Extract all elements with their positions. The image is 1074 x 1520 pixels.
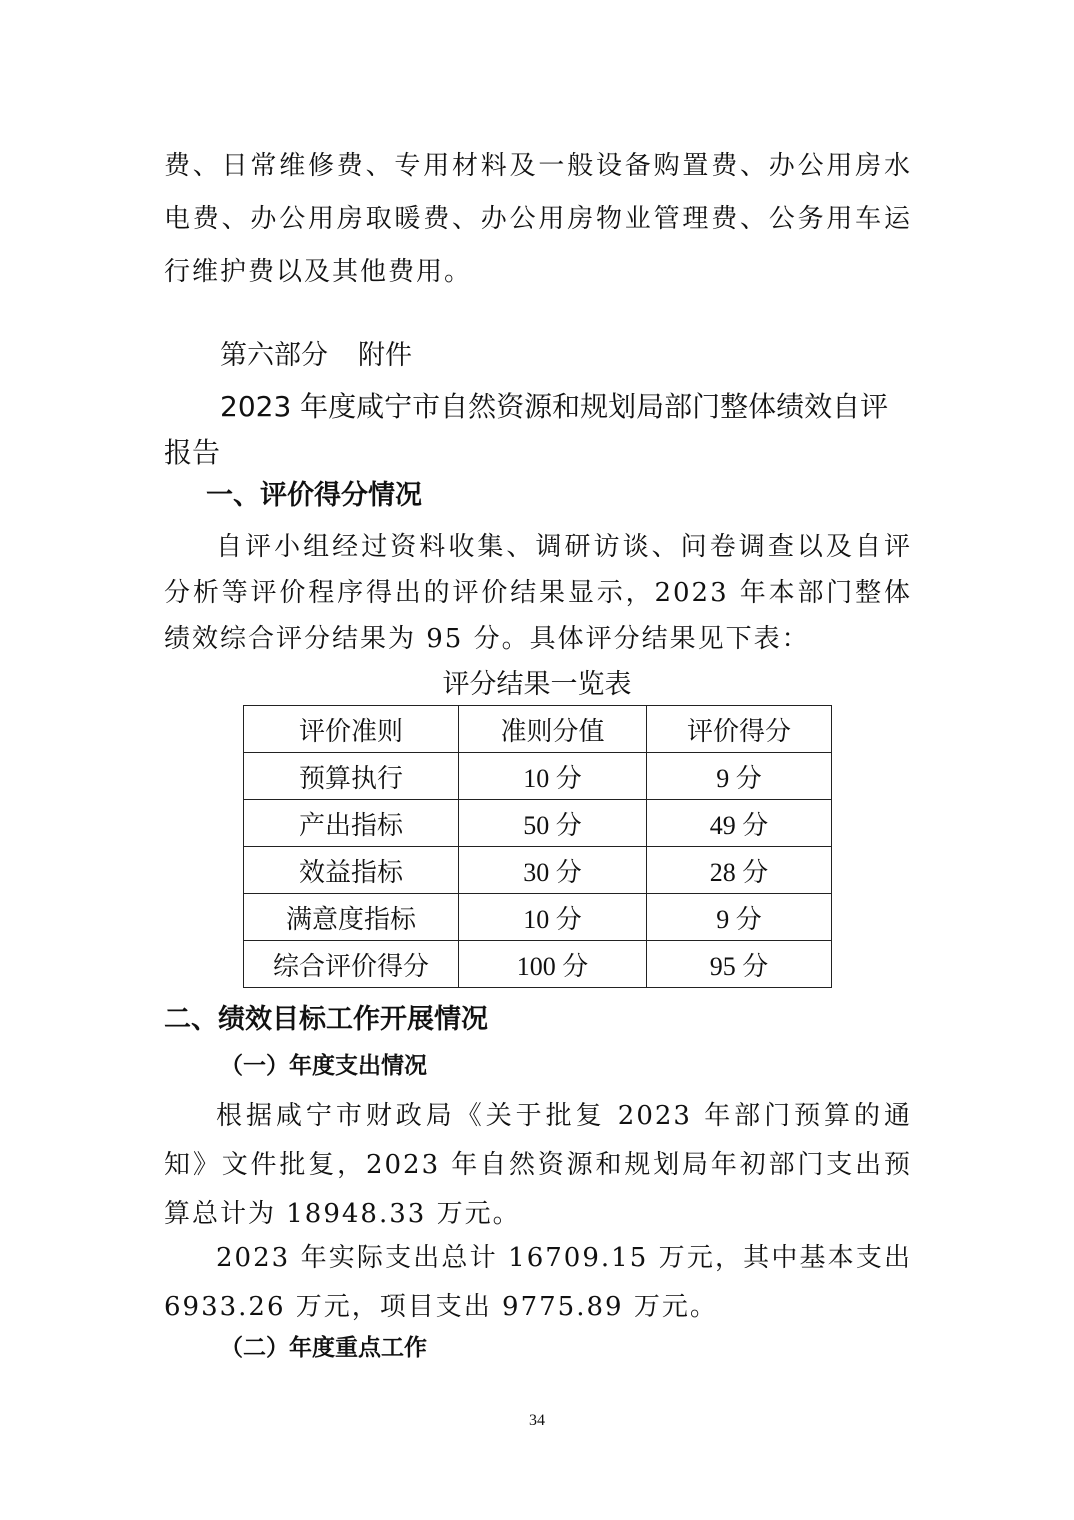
table-cell-criterion: 综合评价得分 — [244, 941, 459, 988]
page-number: 34 — [529, 1412, 545, 1429]
table-header-row — [244, 706, 832, 753]
section2-heading: 二、绩效目标工作开展情况 — [164, 1004, 488, 1035]
table-cell-score: 9 分 — [647, 894, 832, 941]
table-title: 评分结果一览表 — [442, 669, 632, 700]
table-cell-max-score: 10 分 — [459, 753, 647, 800]
table-cell-criterion: 预算执行 — [244, 753, 459, 800]
table-cell-max-score: 30 分 — [459, 847, 647, 894]
budget-paragraph: 根据咸宁市财政局《关于批复 2023 年部门预算的通知》文件批复，2023 年自然资源和规划局年初部门支出预算总计为 18948.33 万元。 — [164, 1101, 912, 1229]
part-label: 第六部分 — [220, 340, 328, 371]
part-heading — [220, 336, 412, 376]
table-cell-score: 49 分 — [647, 800, 832, 847]
table-header-cell: 评价得分 — [647, 706, 832, 753]
table-cell-max-score: 100 分 — [459, 941, 647, 988]
subsection1-heading: （一）年度支出情况 — [220, 1053, 427, 1079]
table-row — [244, 753, 832, 800]
subsection2-heading: （二）年度重点工作 — [220, 1335, 427, 1361]
section1-paragraph: 自评小组经过资料收集、调研访谈、问卷调查以及自评分析等评价程序得出的评价结果显示，2023 年本部门整体绩效综合评分结果为 95 分。具体评分结果见下表： — [164, 532, 912, 654]
table-cell-score: 28 分 — [647, 847, 832, 894]
table-cell-criterion: 产出指标 — [244, 800, 459, 847]
section1-heading: 一、评价得分情况 — [206, 480, 422, 511]
table-header-cell: 准则分值 — [459, 706, 647, 753]
table-cell-score: 95 分 — [647, 941, 832, 988]
table-row — [244, 800, 832, 847]
table-header-cell: 评价准则 — [244, 706, 459, 753]
table-cell-criterion: 满意度指标 — [244, 894, 459, 941]
table-row-total — [244, 941, 832, 988]
table-cell-max-score: 10 分 — [459, 894, 647, 941]
table-cell-score: 9 分 — [647, 753, 832, 800]
table-cell-max-score: 50 分 — [459, 800, 647, 847]
report-title: 2023 年度咸宁市自然资源和规划局部门整体绩效自评报告 — [164, 390, 889, 469]
score-table — [243, 705, 832, 988]
part-title: 附件 — [358, 340, 412, 371]
intro-paragraph: 费、日常维修费、专用材料及一般设备购置费、办公用房水电费、办公用房取暖费、办公用房物业管理费、公务用车运行维护费以及其他费用。 — [164, 151, 912, 287]
table-row — [244, 847, 832, 894]
table-cell-criterion: 效益指标 — [244, 847, 459, 894]
actual-expense-paragraph: 2023 年实际支出总计 16709.15 万元，其中基本支出 6933.26 万元，项目支出 9775.89 万元。 — [164, 1243, 912, 1322]
table-row — [244, 894, 832, 941]
